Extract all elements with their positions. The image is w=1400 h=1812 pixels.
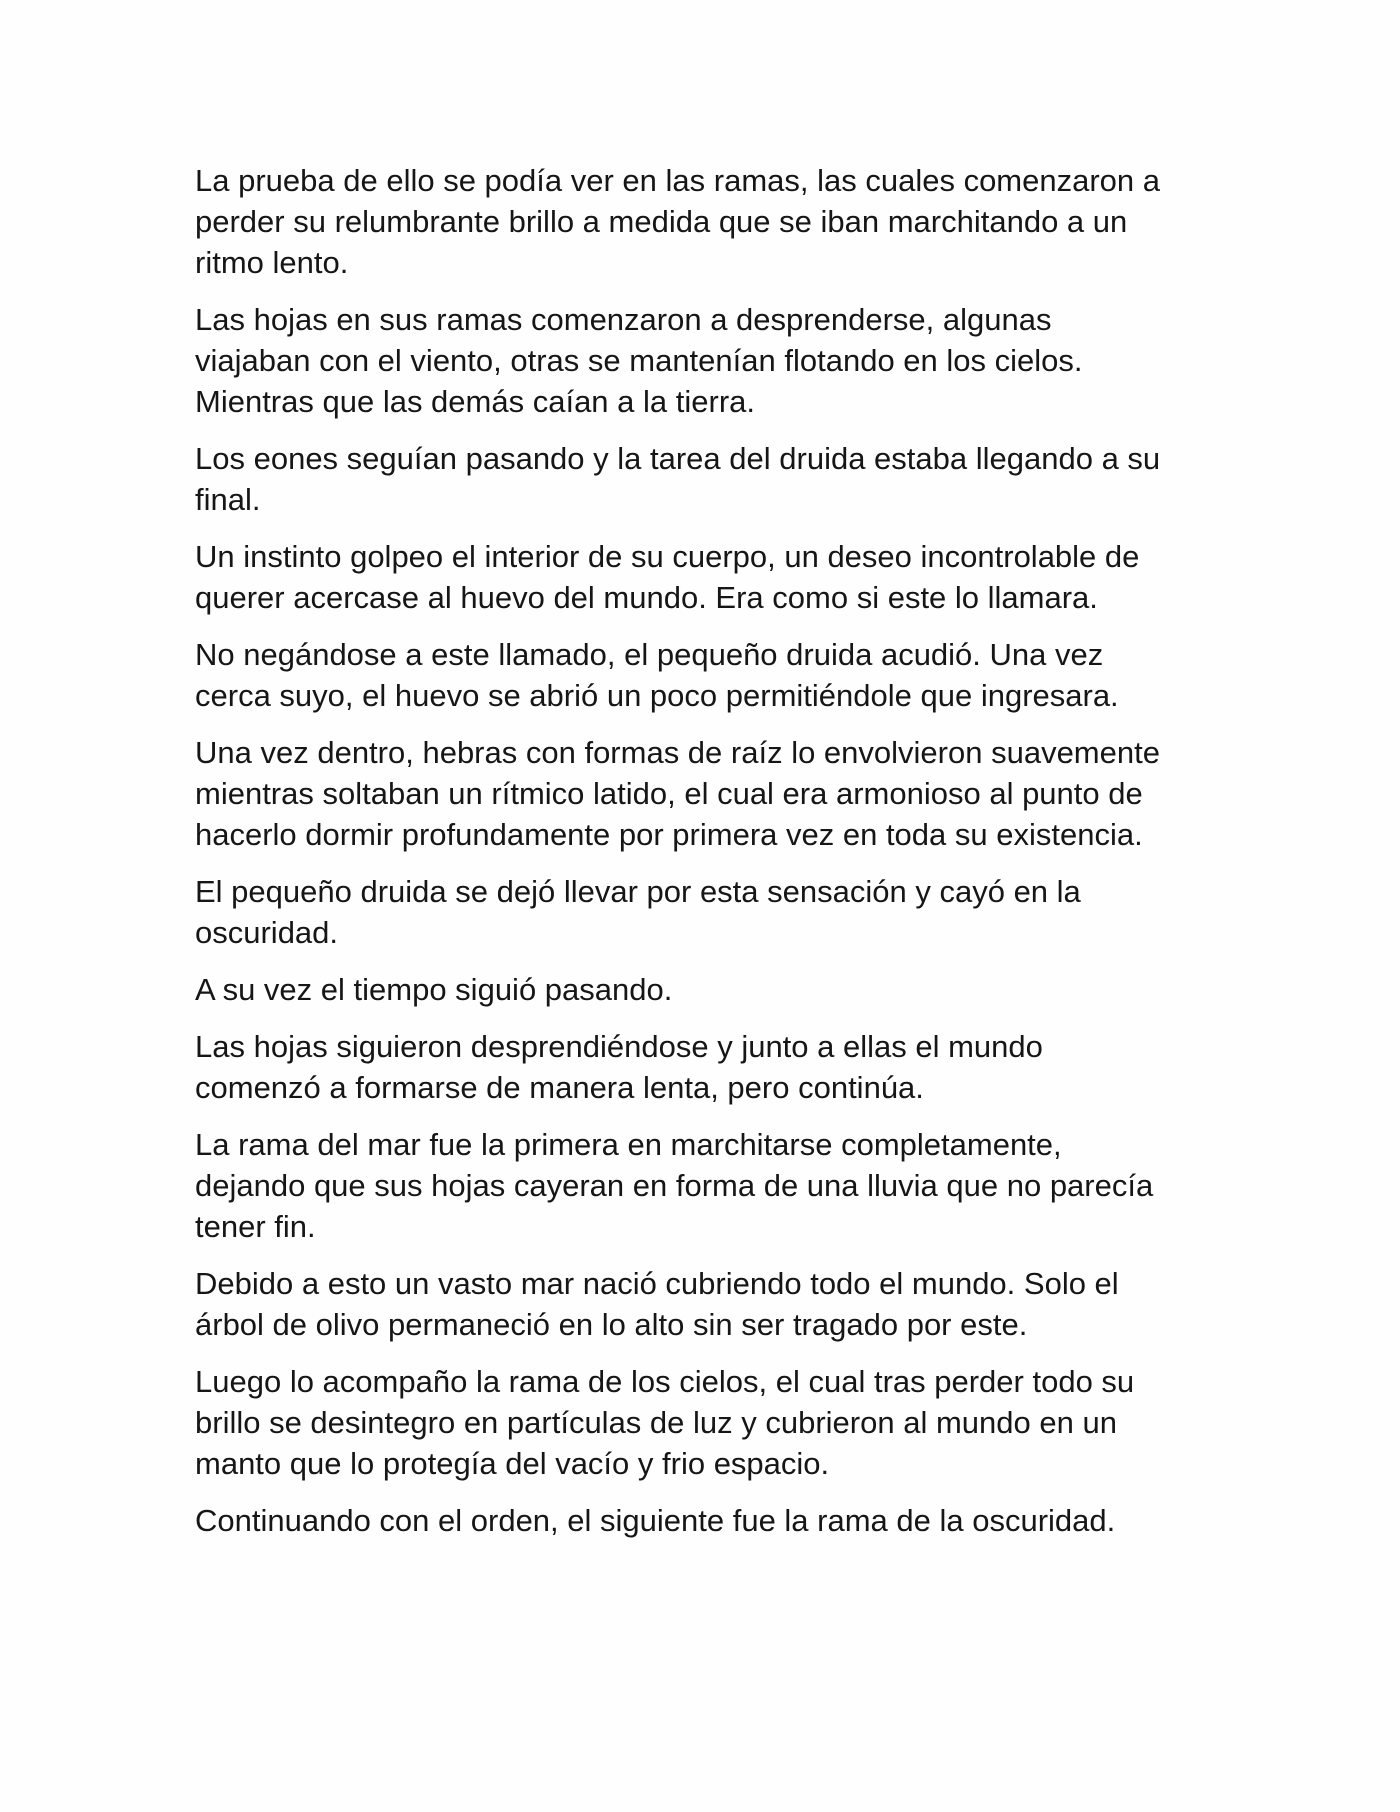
paragraph: Las hojas siguieron desprendiéndose y junto a ellas el mundo comenzó a formarse de manera lenta, pero continúa.: [195, 1029, 1043, 1105]
paragraph: La prueba de ello se podía ver en las ramas, las cuales comenzaron a perder su relumbrante brillo a medida que se iban marchitando a un ritmo lento.: [195, 163, 1161, 280]
paragraph: Una vez dentro, hebras con formas de raíz lo envolvieron suavemente mientras soltaban un rítmico latido, el cual era armonioso al punto de hacerlo dormir profundamente por primera vez en toda su existencia.: [195, 735, 1160, 852]
document-body: [195, 160, 1225, 1557]
paragraph: El pequeño druida se dejó llevar por esta sensación y cayó en la oscuridad.: [195, 874, 1081, 950]
paragraph: La rama del mar fue la primera en marchitarse completamente, dejando que sus hojas cayeran en forma de una lluvia que no parecía tener fin.: [195, 1127, 1154, 1244]
paragraph: No negándose a este llamado, el pequeño druida acudió. Una vez cerca suyo, el huevo se abrió un poco permitiéndole que ingresara.: [195, 637, 1119, 713]
paragraph: Continuando con el orden, el siguiente fue la rama de la oscuridad.: [195, 1503, 1116, 1538]
paragraph: Los eones seguían pasando y la tarea del druida estaba llegando a su final.: [195, 441, 1161, 517]
paragraph: Un instinto golpeo el interior de su cuerpo, un deseo incontrolable de querer acercase al huevo del mundo. Era como si este lo llamara.: [195, 539, 1140, 615]
paragraph: Luego lo acompaño la rama de los cielos, el cual tras perder todo su brillo se desintegro en partículas de luz y cubrieron al mundo en un manto que lo protegía del vacío y frio espacio.: [195, 1364, 1135, 1481]
paragraph: A su vez el tiempo siguió pasando.: [195, 972, 673, 1007]
paragraph: Las hojas en sus ramas comenzaron a desprenderse, algunas viajaban con el viento, otras se mantenían flotando en los cielos. Mientras que las demás caían a la tierra.: [195, 302, 1083, 419]
paragraph: Debido a esto un vasto mar nació cubriendo todo el mundo. Solo el árbol de olivo permaneció en lo alto sin ser tragado por este.: [195, 1266, 1119, 1342]
